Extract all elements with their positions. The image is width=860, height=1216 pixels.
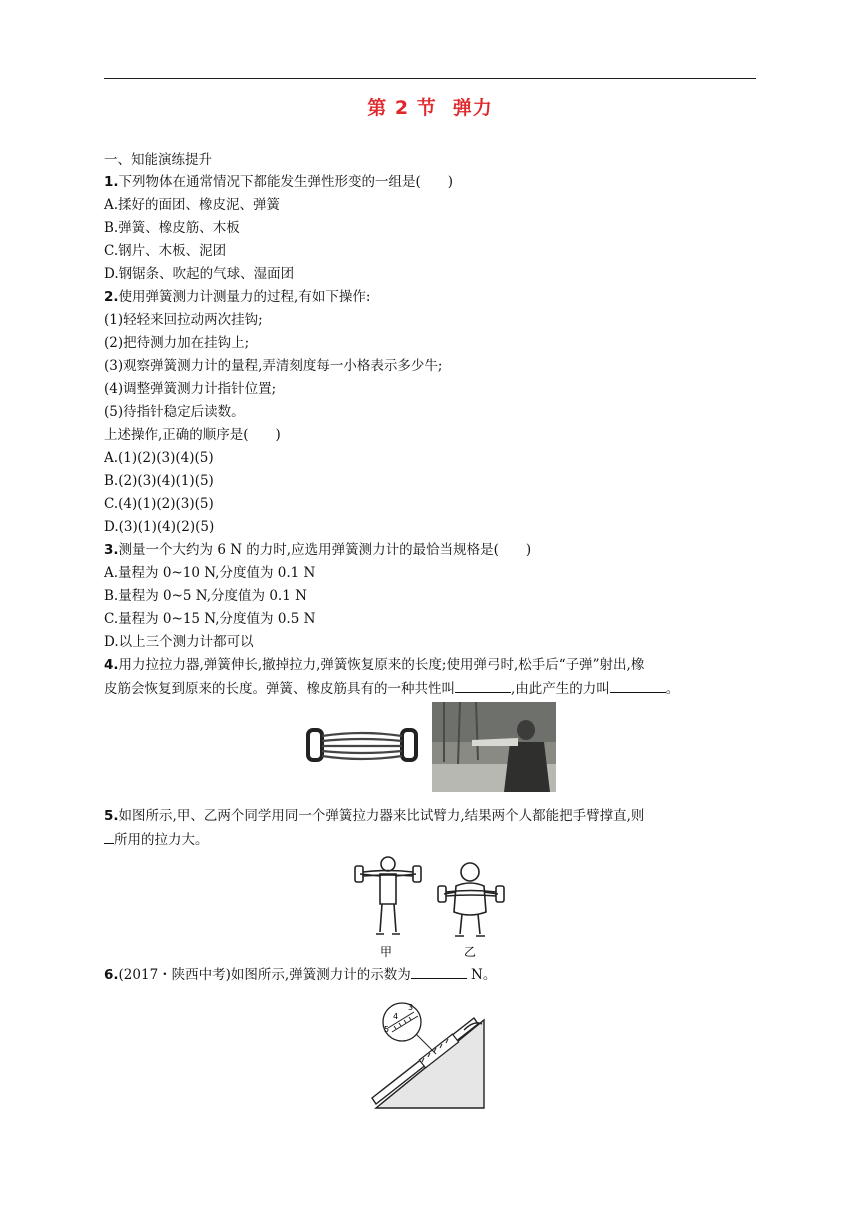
stem-text: N。 bbox=[466, 967, 497, 983]
question-1 bbox=[104, 172, 453, 192]
option-d: D.以上三个测力计都可以 bbox=[104, 634, 254, 650]
option-b: B.弹簧、橡皮筋、木板 bbox=[104, 220, 240, 236]
question-stem: 使用弹簧测力计测量力的过程,有如下操作: bbox=[118, 289, 371, 305]
question-2-prompt: 上述操作,正确的顺序是( ) bbox=[104, 427, 281, 443]
question-4 bbox=[104, 655, 644, 675]
question-stem: (2017・陕西中考)如图所示,弹簧测力计的示数为 bbox=[118, 967, 411, 983]
question-number: 6. bbox=[104, 967, 119, 983]
option-b: B.(2)(3)(4)(1)(5) bbox=[104, 473, 214, 489]
option-a: A.揉好的面团、橡皮泥、弹簧 bbox=[104, 197, 281, 213]
stem-text: 。 bbox=[665, 681, 680, 697]
step-4: (4)调整弹簧测力计指针位置; bbox=[104, 381, 277, 397]
header-rule bbox=[104, 78, 756, 79]
stem-text: ,由此产生的力叫 bbox=[511, 681, 610, 697]
step-3: (3)观察弹簧测力计的量程,弄清刻度每一小格表示多少牛; bbox=[104, 358, 443, 374]
label-yi: 乙 bbox=[463, 945, 477, 959]
question-number: 4. bbox=[104, 657, 119, 673]
option-a: A.量程为 0~10 N,分度值为 0.1 N bbox=[104, 565, 316, 581]
answer-blank[interactable] bbox=[610, 678, 666, 693]
stem-text: 皮筋会恢复到原来的长度。弹簧、橡皮筋具有的一种共性叫 bbox=[104, 681, 455, 697]
slingshot-photo bbox=[432, 702, 556, 792]
question-3 bbox=[104, 540, 531, 560]
question-number: 5. bbox=[104, 808, 119, 824]
step-5: (5)待指针稳定后读数。 bbox=[104, 404, 245, 420]
step-1: (1)轻轻来回拉动两次挂钩; bbox=[104, 312, 263, 328]
chapter-number: 第 2 节 bbox=[367, 97, 437, 119]
question-stem: 用力拉拉力器,弹簧伸长,撤掉拉力,弹簧恢复原来的长度;使用弹弓时,松手后“子弹”射出,橡 bbox=[118, 657, 645, 673]
question-6 bbox=[104, 964, 496, 985]
arm-wrestling-figure bbox=[352, 852, 512, 962]
option-c: C.(4)(1)(2)(3)(5) bbox=[104, 496, 214, 512]
chapter-title: 弹力 bbox=[452, 97, 493, 119]
answer-blank[interactable] bbox=[104, 829, 114, 844]
question-number: 1. bbox=[104, 174, 119, 190]
question-number: 3. bbox=[104, 542, 119, 558]
scale-label: 5 bbox=[384, 1025, 390, 1034]
question-4-line-2 bbox=[104, 678, 679, 699]
scale-label: 3 bbox=[408, 1003, 414, 1012]
question-2 bbox=[104, 287, 370, 307]
answer-blank[interactable] bbox=[411, 964, 467, 979]
spring-scale-incline-figure bbox=[368, 1002, 494, 1114]
scale-label: 4 bbox=[393, 1012, 399, 1021]
question-5 bbox=[104, 806, 644, 826]
exercise-section-heading: 一、知能演练提升 bbox=[104, 152, 212, 168]
option-a: A.(1)(2)(3)(4)(5) bbox=[104, 450, 214, 466]
section-title bbox=[0, 93, 860, 120]
answer-blank[interactable] bbox=[455, 678, 511, 693]
option-d: D.钢锯条、吹起的气球、湿面团 bbox=[104, 266, 295, 282]
question-stem: 测量一个大约为 6 N 的力时,应选用弹簧测力计的最恰当规格是( ) bbox=[118, 542, 532, 558]
label-jia: 甲 bbox=[379, 945, 393, 959]
question-5-line-2 bbox=[104, 829, 209, 850]
option-d: D.(3)(1)(4)(2)(5) bbox=[104, 519, 215, 535]
chest-expander-image bbox=[302, 716, 422, 776]
question-stem: 如图所示,甲、乙两个同学用同一个弹簧拉力器来比试臂力,结果两个人都能把手臂撑直,则 bbox=[118, 808, 645, 824]
option-c: C.钢片、木板、泥团 bbox=[104, 243, 227, 259]
stem-text: 所用的拉力大。 bbox=[114, 832, 209, 848]
question-number: 2. bbox=[104, 289, 119, 305]
question-stem: 下列物体在通常情况下都能发生弹性形变的一组是( ) bbox=[118, 174, 454, 190]
option-b: B.量程为 0~5 N,分度值为 0.1 N bbox=[104, 588, 307, 604]
option-c: C.量程为 0~15 N,分度值为 0.5 N bbox=[104, 611, 316, 627]
step-2: (2)把待测力加在挂钩上; bbox=[104, 335, 250, 351]
